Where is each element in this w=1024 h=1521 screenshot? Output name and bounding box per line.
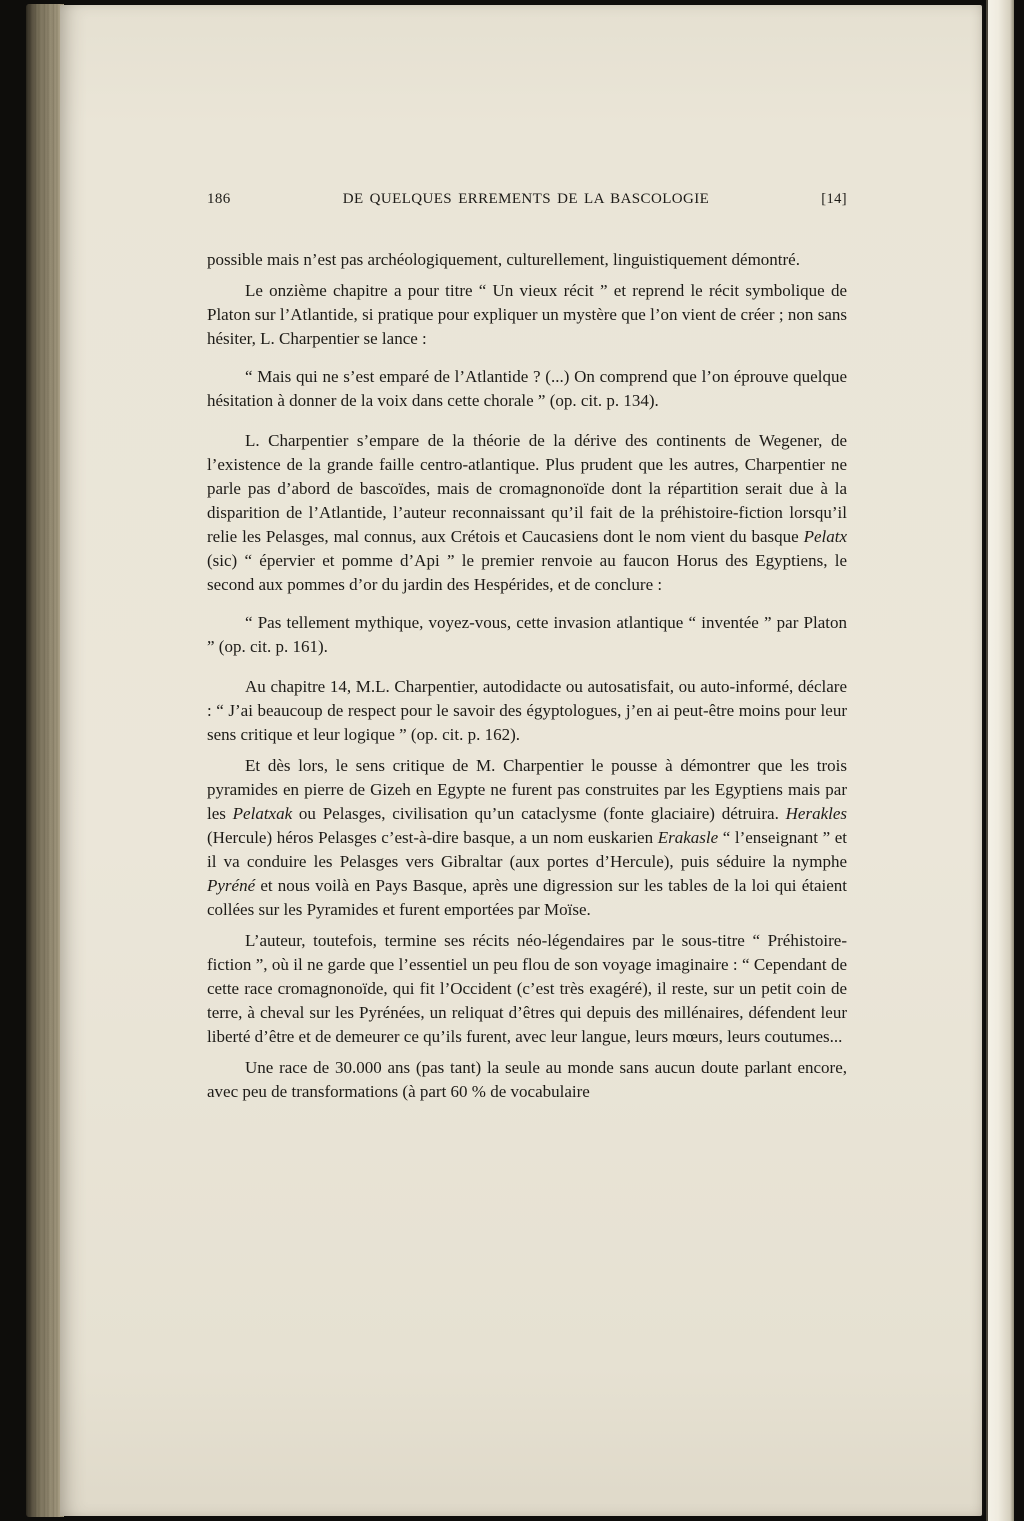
text-run: Une race de 30.000 ans (pas tant) la seule au monde sans aucun doute parlant encore, avec peu de transformations (à part 60 % de vocabulaire bbox=[207, 1058, 847, 1101]
italic-term: Pelatxak bbox=[232, 804, 293, 823]
page-body bbox=[207, 248, 847, 1104]
paragraph bbox=[207, 279, 847, 351]
text-run: Et dès lors, le sens critique de M. Charpentier le pousse à démontrer que les trois pyramides en pierre de Gizeh en Egypte ne furent pas construites par les Egyptiens mais par les bbox=[207, 756, 847, 823]
page-number: 186 bbox=[207, 191, 231, 207]
column-marker: [14] bbox=[821, 191, 847, 207]
text-run: “ Pas tellement mythique, voyez-vous, cette invasion atlantique “ inventée ” par Platon ” (op. cit. p. 161). bbox=[207, 613, 847, 656]
text-run: Au chapitre 14, M.L. Charpentier, autodidacte ou autosatisfait, ou auto-informé, déclare : “ J’ai beaucoup de respect pour le savoir des égyptologues, j’en ai peut-être moins pour leur sens critique et leur logique ” (op. cit. p. 162). bbox=[207, 677, 847, 744]
paragraph bbox=[207, 248, 847, 272]
text-block bbox=[207, 191, 847, 1104]
italic-term: Pyréné bbox=[207, 876, 256, 895]
quote-paragraph bbox=[207, 365, 847, 413]
text-run: (sic) “ épervier et pomme d’Api ” le premier renvoie au faucon Horus des Egyptiens, le second aux pommes d’or du jardin des Hespérides, et de conclure : bbox=[207, 551, 847, 594]
running-title: DE QUELQUES ERREMENTS DE LA BASCOLOGIE bbox=[342, 191, 710, 207]
paragraph bbox=[207, 929, 847, 1049]
paragraph bbox=[207, 429, 847, 597]
text-run: L’auteur, toutefois, termine ses récits néo-légendaires par le sous-titre “ Préhistoire-fiction ”, où il ne garde que l’essentiel un peu flou de son voyage imaginaire : “ Cependant de cette race cromagnonoïde, qui fit l’Occident (c’est très exagéré), il reste, sur un petit coin de terre, à cheval sur les Pyrénées, un reliquat d’êtres qui depuis des millénaires, défendent leur liberté d’être et de demeurer ce qu’ils furent, avec leur langue, leurs mœurs, leurs coutumes... bbox=[207, 931, 847, 1046]
paragraph bbox=[207, 1056, 847, 1104]
book-page bbox=[60, 5, 982, 1516]
paragraph bbox=[207, 754, 847, 922]
quote-paragraph bbox=[207, 611, 847, 659]
text-run: “ l’enseignant ” et il va conduire les Pelasges vers Gibraltar (aux portes d’Hercule), puis séduire la nymphe bbox=[207, 828, 847, 871]
text-run: ou Pelasges, civilisation qu’un cataclysme (fonte glaciaire) détruira. bbox=[292, 804, 786, 823]
text-run: et nous voilà en Pays Basque, après une digression sur les tables de la loi qui étaient collées sur les Pyramides et furent emportées par Moïse. bbox=[207, 876, 847, 919]
paragraph bbox=[207, 675, 847, 747]
text-run: possible mais n’est pas archéologiquement, culturellement, linguistiquement démontré. bbox=[207, 250, 800, 269]
text-run: Le onzième chapitre a pour titre “ Un vieux récit ” et reprend le récit symbolique de Platon sur l’Atlantide, si pratique pour expliquer un mystère que l’on vient de créer ; non sans hésiter, L. Charpentier se lance : bbox=[207, 281, 847, 348]
stacked-page-edges bbox=[26, 4, 64, 1517]
italic-term: Herakles bbox=[785, 804, 847, 823]
running-header bbox=[207, 191, 847, 208]
text-run: L. Charpentier s’empare de la théorie de la dérive des continents de Wegener, de l’existence de la grande faille centro-atlantique. Plus prudent que les autres, Charpentier ne parle pas d’abord de bascoïdes, mais de cromagnonoïde dont la répartition serait due à la disparition de l’Atlantide, l’auteur reconnaissant qu’il fait de la préhistoire-fiction lorsqu’il relie les Pelasges, mal connus, aux Crétois et Caucasiens dont le nom vient du basque bbox=[207, 431, 847, 546]
text-run: “ Mais qui ne s’est emparé de l’Atlantide ? (...) On comprend que l’on éprouve quelque hésitation à donner de la voix dans cette chorale ” (op. cit. p. 134). bbox=[207, 367, 847, 410]
italic-term: Erakasle bbox=[657, 828, 719, 847]
next-page-edge bbox=[986, 0, 1014, 1521]
text-run: (Hercule) héros Pelasges c’est-à-dire basque, a un nom euskarien bbox=[207, 828, 658, 847]
italic-term: Pelatx bbox=[803, 527, 847, 546]
